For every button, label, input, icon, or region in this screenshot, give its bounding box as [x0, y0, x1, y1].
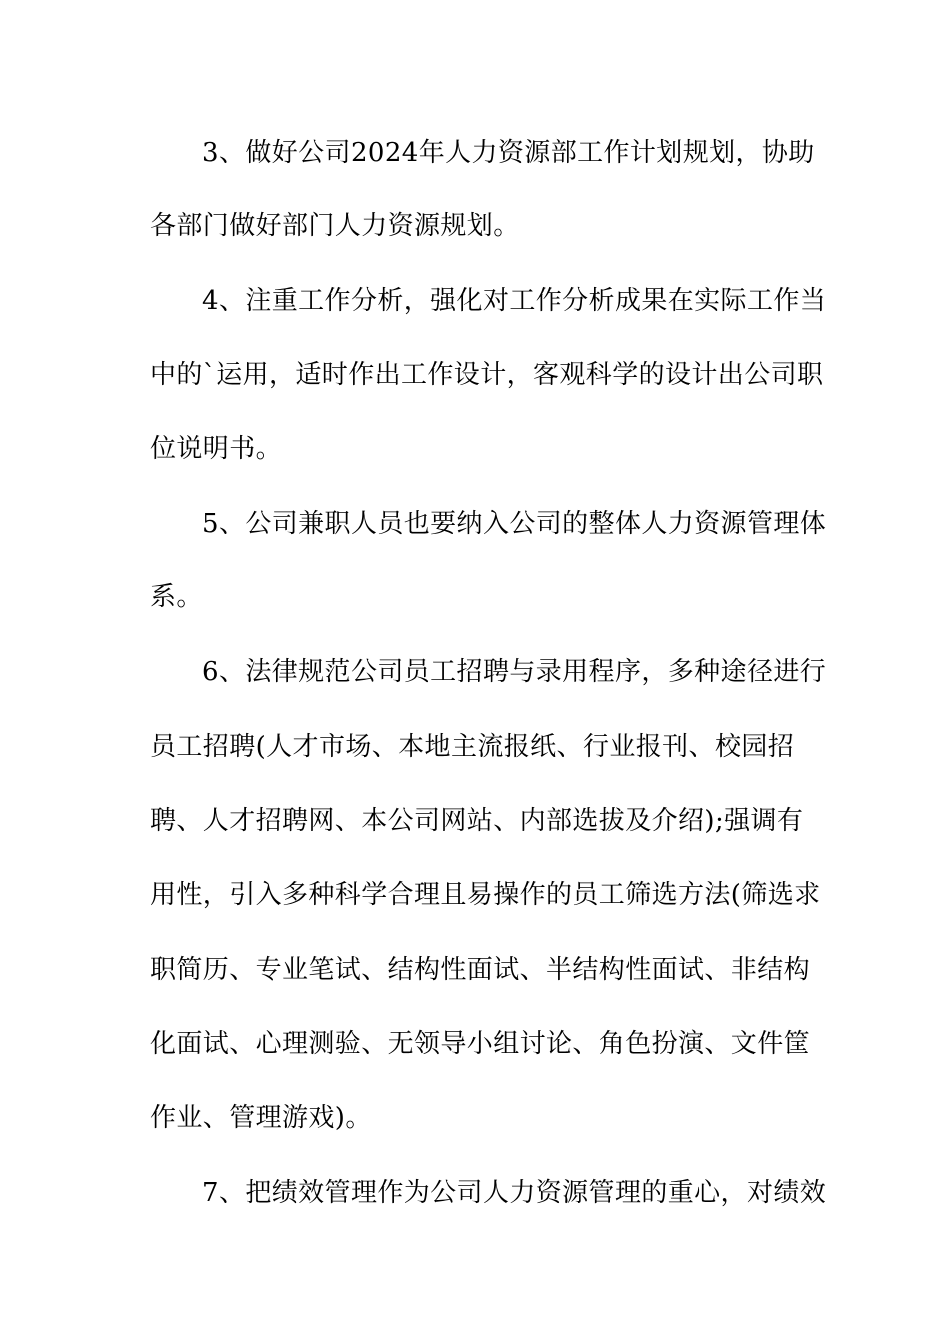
paragraph-4-line-2: 中的`运用，适时作出工作设计，客观科学的设计出公司职: [150, 360, 824, 390]
paragraph-5-line-1: 5、公司兼职人员也要纳入公司的整体人力资源管理体: [202, 509, 827, 539]
paragraph-7-line-1: 7、把绩效管理作为公司人力资源管理的重心，对绩效: [202, 1178, 827, 1208]
paragraph-6-line-6: 化面试、心理测验、无领导小组讨论、角色扮演、文件筐: [150, 1029, 811, 1059]
paragraph-6-line-7: 作业、管理游戏)。: [150, 1103, 372, 1133]
paragraph-6-line-1: 6、法律规范公司员工招聘与录用程序，多种途径进行: [202, 657, 827, 687]
paragraph-4-line-1: 4、注重工作分析，强化对工作分析成果在实际工作当: [202, 286, 827, 316]
paragraph-6-line-2: 员工招聘(人才市场、本地主流报纸、行业报刊、校园招: [150, 732, 795, 762]
paragraph-3-line-2: 各部门做好部门人力资源规划。: [150, 211, 520, 241]
paragraph-6-line-5: 职简历、专业笔试、结构性面试、半结构性面试、非结构: [150, 955, 811, 985]
paragraph-3-line-1: 3、做好公司2024年人力资源部工作计划规划，协助: [202, 138, 815, 168]
paragraph-6-line-4: 用性，引入多种科学合理且易操作的员工筛选方法(筛选求: [150, 880, 821, 910]
paragraph-4-line-3: 位说明书。: [150, 434, 283, 464]
paragraph-6-line-3: 聘、人才招聘网、本公司网站、内部选拔及介绍);强调有: [150, 806, 804, 836]
paragraph-5-line-2: 系。: [150, 582, 203, 612]
